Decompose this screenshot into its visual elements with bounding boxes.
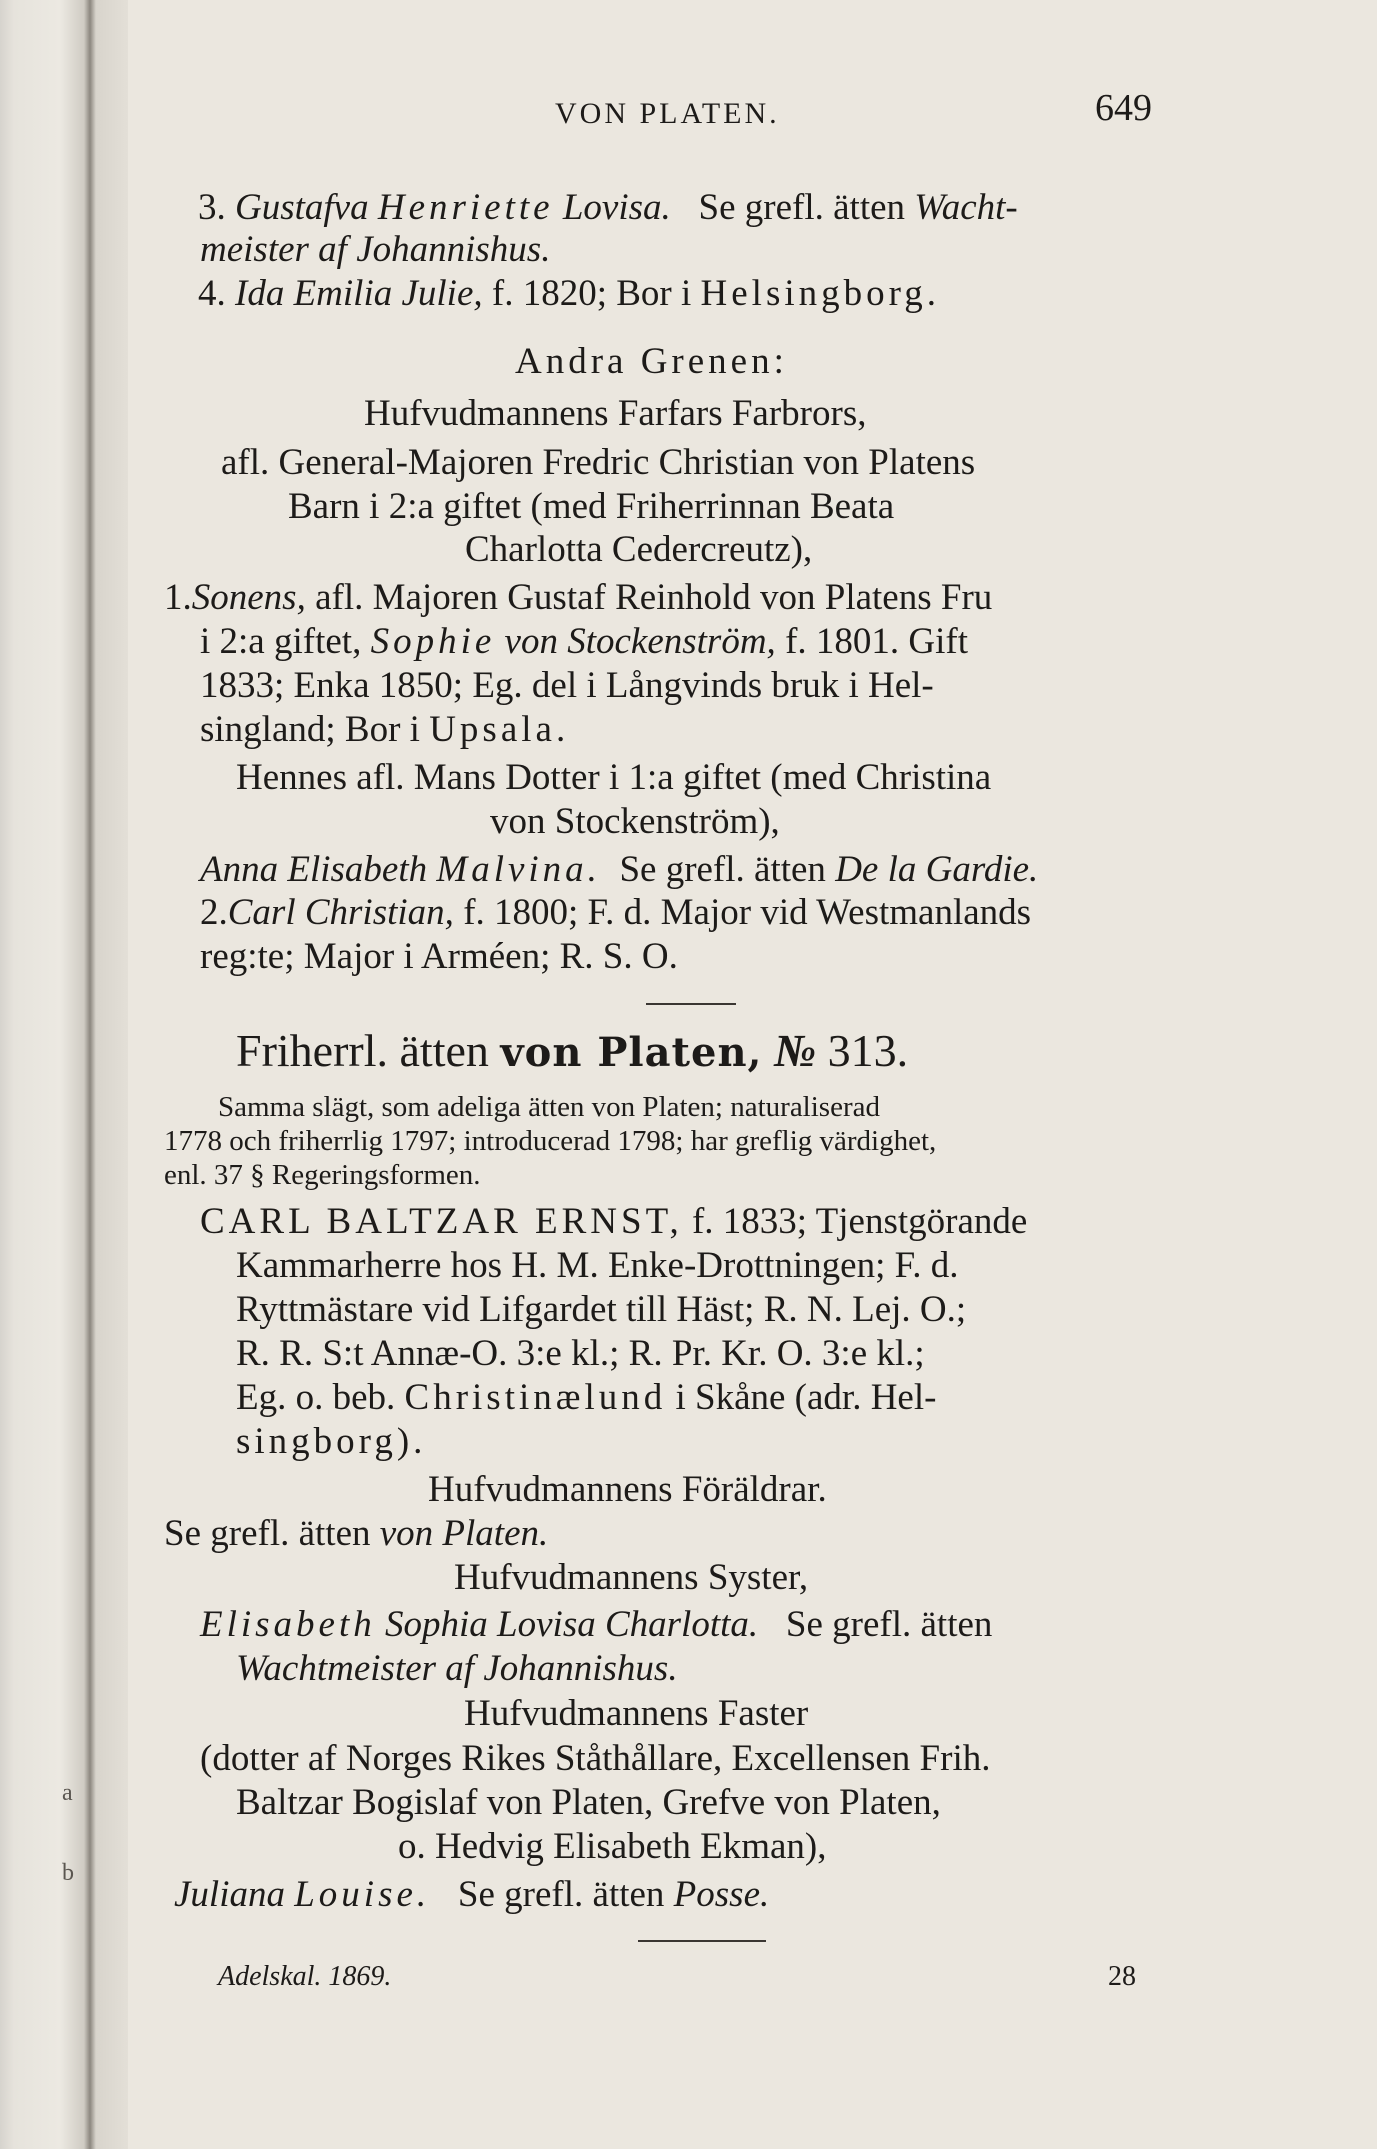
section-heading-foraldrar: Hufvudmannens Föräldrar.	[428, 1469, 827, 1510]
carl-christian-line: 2.Carl Christian, f. 1800; F. d. Major vid Westmanlands	[200, 892, 1032, 933]
sonens-line: i 2:a giftet, Sophie von Stockenström, f. 1801. Gift	[200, 621, 968, 662]
page-number: 649	[1095, 87, 1152, 129]
foraldrar-ref: Se grefl. ätten von Platen.	[164, 1513, 549, 1554]
divider	[638, 1940, 766, 1942]
friherrl-intro: enl. 37 § Regeringsformen.	[164, 1159, 481, 1191]
carl-baltzar-line: Kammarherre hos H. M. Enke-Drottningen; F. d.	[236, 1245, 959, 1286]
juliana-entry: Juliana Louise. Se grefl. ätten Posse.	[174, 1874, 770, 1915]
faster-line: Baltzar Bogislaf von Platen, Grefve von Platen,	[236, 1782, 941, 1823]
andra-grenen-line: Charlotta Cedercreutz),	[465, 529, 813, 570]
friherrl-intro: 1778 och friherrlig 1797; introducerad 1798; har greflig värdighet,	[164, 1125, 937, 1157]
footer-sheet-number: 28	[1108, 1961, 1136, 1992]
faster-line: (dotter af Norges Rikes Ståthållare, Excellensen Frih.	[200, 1738, 991, 1779]
book-page	[128, 0, 1377, 2149]
hennes-line: von Stockenström),	[490, 801, 780, 842]
sonens-line: 1.Sonens, afl. Majoren Gustaf Reinhold von Platens Fru	[164, 577, 993, 618]
running-title: VON PLATEN.	[555, 97, 780, 130]
anna-entry: Anna Elisabeth Malvina. Se grefl. ätten De la Gardie.	[200, 849, 1039, 890]
section-heading-syster: Hufvudmannens Syster,	[454, 1557, 809, 1598]
divider	[646, 1003, 736, 1005]
friherrl-intro: Samma slägt, som adeliga ätten von Platen; naturaliserad	[218, 1091, 880, 1123]
section-heading-faster: Hufvudmannens Faster	[464, 1693, 809, 1734]
entry-3: 3. Gustafva Henriette Lovisa. Se grefl. ätten Wacht-	[198, 187, 1018, 228]
syster-ref: Wachtmeister af Johannishus.	[236, 1648, 678, 1689]
margin-mark: a	[62, 1780, 73, 1806]
carl-baltzar-line: R. R. S:t Annæ-O. 3:e kl.; R. Pr. Kr. O. 3:e kl.;	[236, 1333, 925, 1374]
margin-mark: b	[62, 1860, 74, 1886]
sonens-line: singland; Bor i Upsala.	[200, 709, 570, 750]
syster-entry: Elisabeth Sophia Lovisa Charlotta. Se grefl. ätten	[200, 1604, 993, 1645]
entry-4: 4. Ida Emilia Julie, f. 1820; Bor i Helsingborg.	[198, 273, 941, 314]
entry-3-ref: meister af Johannishus.	[200, 229, 551, 270]
carl-christian-line: reg:te; Major i Arméen; R. S. O.	[200, 936, 678, 977]
faster-line: o. Hedvig Elisabeth Ekman),	[398, 1826, 827, 1867]
carl-baltzar-line: Ryttmästare vid Lifgardet till Häst; R. N. Lej. O.;	[236, 1289, 967, 1330]
carl-baltzar-line: CARL BALTZAR ERNST, f. 1833; Tjenstgörande	[200, 1201, 1028, 1242]
andra-grenen-line: Barn i 2:a giftet (med Friherrinnan Beata	[288, 486, 895, 527]
book-spine	[0, 0, 128, 2149]
section-heading-andra-grenen: Andra Grenen:	[515, 341, 788, 382]
section-title-friherrl: Friherrl. ätten von Platen, № 313.	[236, 1025, 909, 1076]
hennes-line: Hennes afl. Mans Dotter i 1:a giftet (med Christina	[236, 757, 992, 798]
andra-grenen-line: afl. General-Majoren Fredric Christian von Platens	[221, 442, 976, 483]
carl-baltzar-line: singborg).	[236, 1421, 427, 1462]
carl-baltzar-line: Eg. o. beb. Christinælund i Skåne (adr. Hel-	[236, 1377, 937, 1418]
sonens-line: 1833; Enka 1850; Eg. del i Långvinds bruk i Hel-	[200, 665, 934, 706]
footer-signature: Adelskal. 1869.	[218, 1961, 392, 1992]
andra-grenen-line: Hufvudmannens Farfars Farbrors,	[364, 393, 867, 434]
